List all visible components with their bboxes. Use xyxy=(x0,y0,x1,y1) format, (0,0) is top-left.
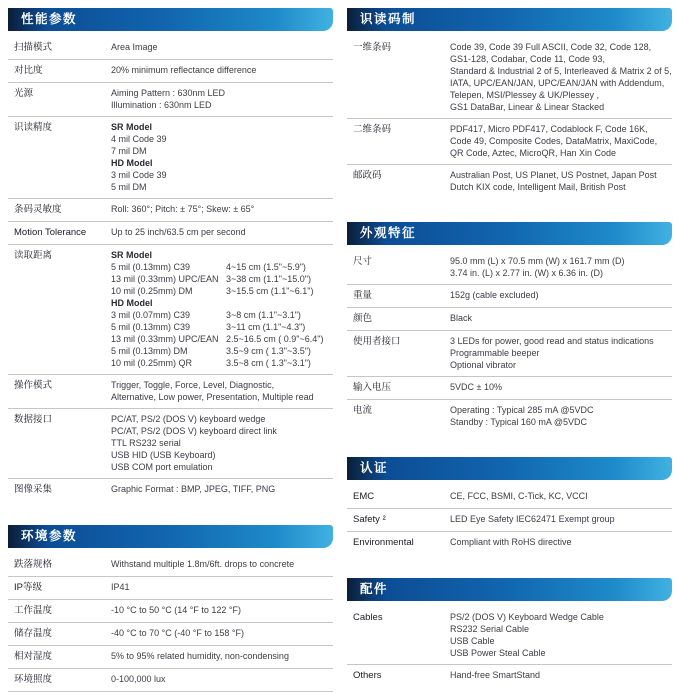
spec-row xyxy=(8,60,333,83)
spec-row xyxy=(347,119,672,165)
section-title: 环境参数 xyxy=(21,529,78,543)
spec-label: Others xyxy=(353,670,382,681)
spec-value xyxy=(450,490,672,502)
spec-row xyxy=(347,377,672,400)
value-line: Aiming Pattern : 630nm LED xyxy=(111,88,226,98)
value-line: QR Code, Aztec, MicroQR, Han Xin Code xyxy=(450,148,617,158)
value-line: Code 49, Composite Codes, DataMatrix, MaxiCode, xyxy=(450,136,658,146)
section-header xyxy=(347,222,672,245)
spec-row xyxy=(8,479,333,501)
value-line: Alternative, Low power, Presentation, Multiple read xyxy=(111,392,314,402)
spec-value xyxy=(111,627,333,639)
spec-row xyxy=(347,532,672,554)
spec-row xyxy=(8,669,333,692)
spec-label: IP等级 xyxy=(14,582,42,593)
value-line: 5% to 95% related humidity, non-condensing xyxy=(111,651,289,661)
spec-label: EMC xyxy=(353,491,375,502)
spec-label: Safety ² xyxy=(353,514,386,525)
spec-label: Environmental xyxy=(353,537,414,548)
spec-row xyxy=(8,600,333,623)
section-rows xyxy=(347,37,672,198)
spec-row xyxy=(347,400,672,433)
value-line-col1: 13 mil (0.33mm) UPC/EAN xyxy=(111,334,219,344)
section-header xyxy=(347,578,672,601)
value-line: 152g (cable excluded) xyxy=(450,290,539,300)
spec-value xyxy=(111,650,333,662)
value-line-col1: 10 mil (0.25mm) QR xyxy=(111,358,193,368)
section-rows xyxy=(8,37,333,501)
section-header xyxy=(347,457,672,480)
value-line: TTL RS232 serial xyxy=(111,438,181,448)
spec-value xyxy=(111,673,333,685)
spec-row xyxy=(8,375,333,409)
value-line: Operating : Typical 285 mA @5VDC xyxy=(450,405,594,415)
spec-row xyxy=(347,665,672,687)
spec-row xyxy=(347,285,672,308)
spec-value xyxy=(111,203,333,215)
left-column xyxy=(8,8,333,692)
value-line xyxy=(111,357,333,369)
value-line xyxy=(111,321,333,333)
spec-value xyxy=(450,381,672,393)
value-line: Australian Post, US Planet, US Postnet, Japan Post xyxy=(450,170,657,180)
spec-label: 图像采集 xyxy=(14,484,53,495)
spec-row xyxy=(8,577,333,600)
spec-label: 对比度 xyxy=(14,65,43,76)
section-rows xyxy=(347,486,672,554)
value-line-col1: 3 mil (0.07mm) C39 xyxy=(111,310,191,320)
spec-label: 电流 xyxy=(353,405,373,416)
spec-row xyxy=(8,222,333,245)
value-line: HD Model xyxy=(111,158,153,168)
spec-value xyxy=(450,41,672,113)
spec-row xyxy=(8,409,333,479)
value-line: Roll: 360°; Pitch: ± 75°; Skew: ± 65° xyxy=(111,204,255,214)
value-line: IATA, UPC/EAN/JAN, UPC/EAN/JAN with Addendum, xyxy=(450,78,665,88)
spec-row xyxy=(8,83,333,117)
value-line: 5 mil DM xyxy=(111,182,147,192)
section-title: 配件 xyxy=(360,582,389,596)
value-line-col2: 4~15 cm (1.5"~5.9") xyxy=(226,262,306,272)
value-line: GS1 DataBar, Linear & Linear Stacked xyxy=(450,102,605,112)
spec-row xyxy=(8,37,333,60)
value-line-col2: 3.5~9 cm ( 1.3"~3.5") xyxy=(226,346,311,356)
spec-row xyxy=(347,165,672,198)
value-line: Hand-free SmartStand xyxy=(450,670,541,680)
value-line: IP41 xyxy=(111,582,130,592)
spec-label: 条码灵敏度 xyxy=(14,204,62,215)
section-header xyxy=(347,8,672,31)
value-line-col1: 10 mil (0.25mm) DM xyxy=(111,286,193,296)
value-line: Code 39, Code 39 Full ASCII, Code 32, Code 128, xyxy=(450,42,652,52)
spec-label: 重量 xyxy=(353,290,373,301)
spec-row xyxy=(347,509,672,532)
spec-label: 二维条码 xyxy=(353,124,392,135)
spec-label: Cables xyxy=(353,612,383,623)
spec-row xyxy=(8,554,333,577)
spec-row xyxy=(347,607,672,665)
spec-row xyxy=(347,331,672,377)
value-line-col2: 3~8 cm (1.1"~3.1") xyxy=(226,310,301,320)
value-line: GS1-128, Codabar, Code 11, Code 93, xyxy=(450,54,605,64)
value-line-col2: 3~38 cm (1.1"~15.0") xyxy=(226,274,311,284)
spec-row xyxy=(8,623,333,646)
spec-label: 输入电压 xyxy=(353,382,392,393)
value-line: 7 mil DM xyxy=(111,146,147,156)
spec-label: 储存温度 xyxy=(14,628,53,639)
value-line: Programmable beeper xyxy=(450,348,540,358)
section-title: 性能参数 xyxy=(21,12,78,26)
spec-row xyxy=(347,251,672,285)
value-line: Standby : Typical 160 mA @5VDC xyxy=(450,417,588,427)
section-rows xyxy=(8,554,333,692)
spec-label: 使用者接口 xyxy=(353,336,401,347)
spec-label: 一维条码 xyxy=(353,42,392,53)
spec-label: 工作温度 xyxy=(14,605,53,616)
section-header xyxy=(8,8,333,31)
spec-value xyxy=(111,121,333,193)
value-line xyxy=(111,345,333,357)
value-line: -40 °C to 70 °C (-40 °F to 158 °F) xyxy=(111,628,244,638)
spec-value xyxy=(111,226,333,238)
section-title: 认证 xyxy=(360,461,389,475)
spec-row xyxy=(347,486,672,509)
value-line xyxy=(111,333,333,345)
value-line: -10 °C to 50 °C (14 °F to 122 °F) xyxy=(111,605,241,615)
spec-label: 颜色 xyxy=(353,313,373,324)
spec-label: 跌落规格 xyxy=(14,559,53,570)
spec-value xyxy=(450,255,672,279)
value-line xyxy=(111,309,333,321)
value-line: RS232 Serial Cable xyxy=(450,624,530,634)
value-line: 3 mil Code 39 xyxy=(111,170,167,180)
value-line: Optional vibrator xyxy=(450,360,517,370)
spec-value xyxy=(111,581,333,593)
spec-value xyxy=(111,413,333,473)
value-line-col2: 3.5~8 cm ( 1.3"~3.1") xyxy=(226,358,311,368)
value-line: Black xyxy=(450,313,473,323)
value-line: PDF417, Micro PDF417, Codablock F, Code 16K, xyxy=(450,124,648,134)
spec-value xyxy=(450,513,672,525)
spec-label: 尺寸 xyxy=(353,256,373,267)
spec-label: 相对湿度 xyxy=(14,651,53,662)
value-line-col2: 3~11 cm (1.1"~4.3") xyxy=(226,322,306,332)
section-rows xyxy=(347,251,672,433)
value-line xyxy=(111,273,333,285)
spec-label: 扫描模式 xyxy=(14,42,53,53)
spec-label: 读取距离 xyxy=(14,250,53,261)
spec-row xyxy=(8,245,333,375)
spec-value xyxy=(111,604,333,616)
value-line: USB HID (USB Keyboard) xyxy=(111,450,216,460)
value-line: 0-100,000 lux xyxy=(111,674,166,684)
value-line-col1: 13 mil (0.33mm) UPC/EAN xyxy=(111,274,219,284)
section-title: 识读码制 xyxy=(360,12,417,26)
value-line: PC/AT, PS/2 (DOS V) keyboard wedge xyxy=(111,414,266,424)
spec-value xyxy=(450,335,672,371)
value-line: LED Eye Safety IEC62471 Exempt group xyxy=(450,514,615,524)
value-line: 20% minimum reflectance difference xyxy=(111,65,257,75)
spec-label: 光源 xyxy=(14,88,34,99)
value-line-col2: 3~15.5 cm (1.1"~6.1") xyxy=(226,286,314,296)
value-line-col1: 5 mil (0.13mm) C39 xyxy=(111,262,191,272)
value-line: Illumination : 630nm LED xyxy=(111,100,212,110)
value-line: USB COM port emulation xyxy=(111,462,213,472)
value-line-col2: 2.5~16.5 cm ( 0.9"~6.4") xyxy=(226,334,324,344)
right-column xyxy=(347,8,672,692)
spec-value xyxy=(111,483,333,495)
value-line: 4 mil Code 39 xyxy=(111,134,167,144)
value-line: Up to 25 inch/63.5 cm per second xyxy=(111,227,246,237)
spec-value xyxy=(450,536,672,548)
spec-label: 数据接口 xyxy=(14,414,53,425)
value-line: 3 LEDs for power, good read and status indications xyxy=(450,336,654,346)
spec-label: 操作模式 xyxy=(14,380,53,391)
spec-value xyxy=(450,123,672,159)
spec-row xyxy=(8,117,333,199)
value-line-col1: 5 mil (0.13mm) C39 xyxy=(111,322,191,332)
section-header xyxy=(8,525,333,548)
value-line: Area Image xyxy=(111,42,158,52)
spec-value xyxy=(450,611,672,659)
spec-row xyxy=(347,37,672,119)
value-line: Telepen, MSI/Plessey & UK/Plessey , xyxy=(450,90,600,100)
spec-label: 环境照度 xyxy=(14,674,53,685)
spec-value xyxy=(450,169,672,193)
spec-label: 识读精度 xyxy=(14,122,53,133)
value-line: Standard & Industrial 2 of 5, Interleaved & Matrix 2 of 5, xyxy=(450,66,672,76)
value-line: 5VDC ± 10% xyxy=(450,382,502,392)
spec-value xyxy=(450,289,672,301)
value-line: PS/2 (DOS V) Keyboard Wedge Cable xyxy=(450,612,604,622)
spec-row xyxy=(8,199,333,222)
spec-label: 邮政码 xyxy=(353,170,382,181)
value-line-col1: 5 mil (0.13mm) DM xyxy=(111,346,188,356)
value-line: SR Model xyxy=(111,250,153,260)
value-line xyxy=(111,285,333,297)
value-line: Withstand multiple 1.8m/6ft. drops to concrete xyxy=(111,559,295,569)
spec-label: Motion Tolerance xyxy=(14,227,87,238)
value-line: Compliant with RoHS directive xyxy=(450,537,572,547)
value-line: HD Model xyxy=(111,298,153,308)
spec-value xyxy=(450,312,672,324)
spec-value xyxy=(111,41,333,53)
value-line: USB Power Steal Cable xyxy=(450,648,546,658)
spec-row xyxy=(8,646,333,669)
value-line: Graphic Format : BMP, JPEG, TIFF, PNG xyxy=(111,484,276,494)
spec-value xyxy=(450,669,672,681)
spec-value xyxy=(450,404,672,428)
value-line: 3.74 in. (L) x 2.77 in. (W) x 6.36 in. (D) xyxy=(450,268,604,278)
spec-row xyxy=(347,308,672,331)
value-line: Trigger, Toggle, Force, Level, Diagnostic, xyxy=(111,380,275,390)
value-line: 95.0 mm (L) x 70.5 mm (W) x 161.7 mm (D) xyxy=(450,256,625,266)
value-line: SR Model xyxy=(111,122,153,132)
value-line: PC/AT, PS/2 (DOS V) keyboard direct link xyxy=(111,426,277,436)
value-line: CE, FCC, BSMI, C-Tick, KC, VCCI xyxy=(450,491,588,501)
spec-value xyxy=(111,64,333,76)
spec-value xyxy=(111,558,333,570)
spec-value xyxy=(111,249,333,369)
value-line: Dutch KIX code, Intelligent Mail, British Post xyxy=(450,182,626,192)
value-line xyxy=(111,261,333,273)
spec-value xyxy=(111,87,333,111)
spec-value xyxy=(111,379,333,403)
section-rows xyxy=(347,607,672,687)
section-title: 外观特征 xyxy=(360,226,417,240)
value-line: USB Cable xyxy=(450,636,495,646)
